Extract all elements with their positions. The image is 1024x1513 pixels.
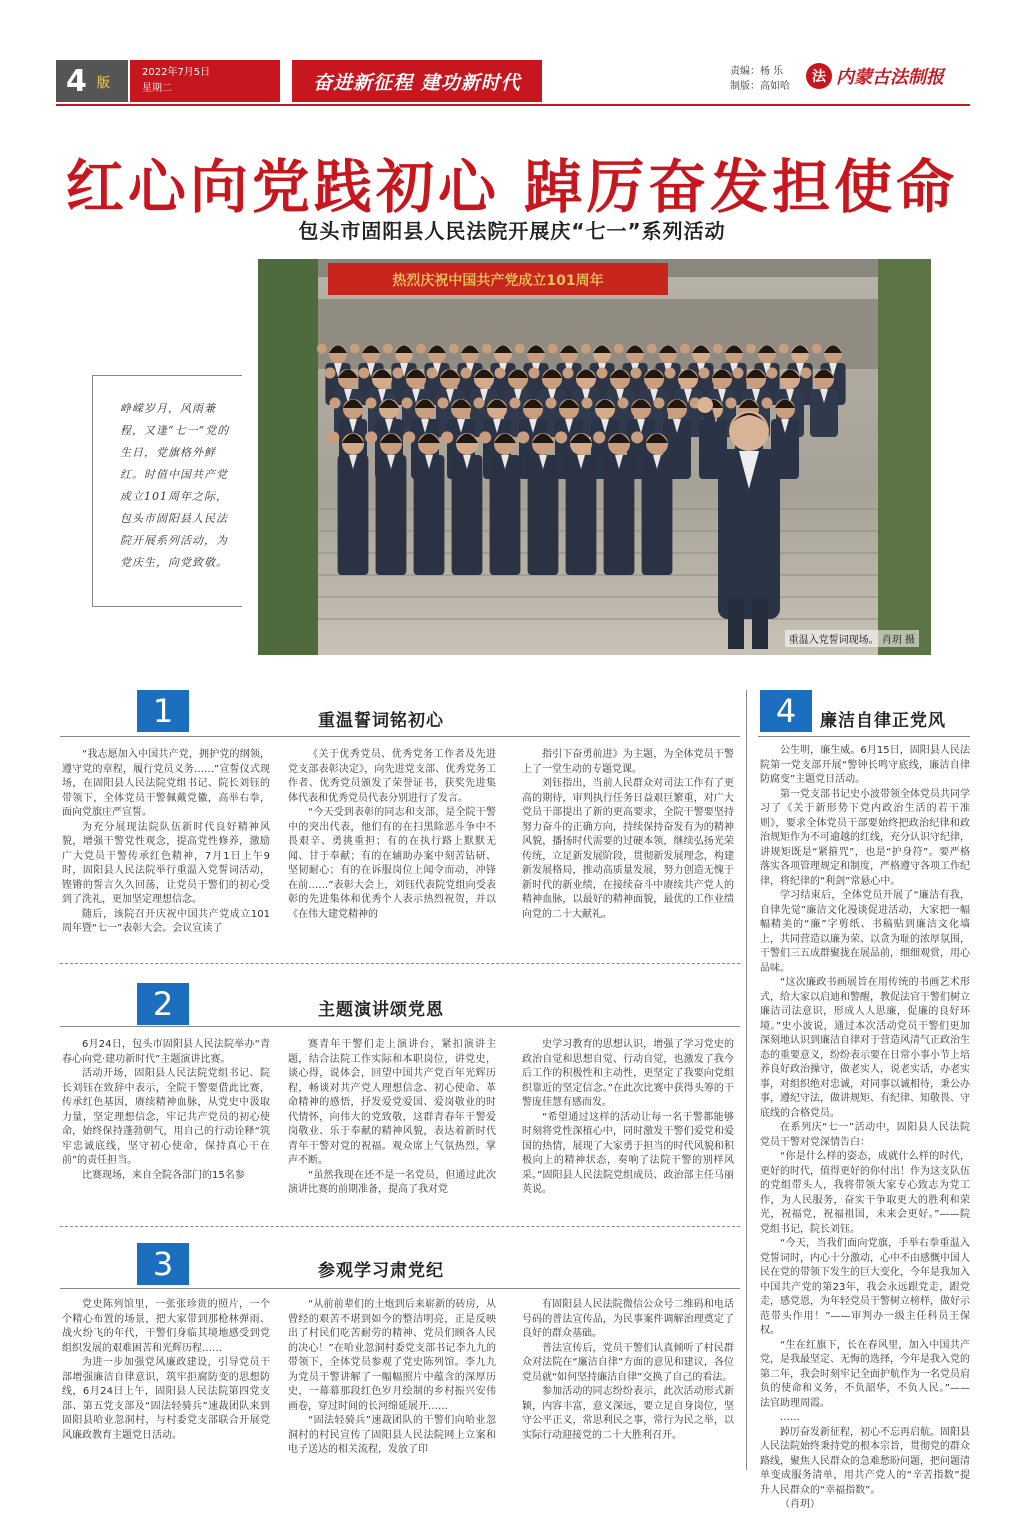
section-4-column xyxy=(760,744,970,1510)
issue-date-box xyxy=(130,60,280,102)
section-4-column-text-para-11: （肖玥） xyxy=(780,1499,820,1510)
issue-date: 2022年7月5日 xyxy=(142,67,211,78)
newspaper-name: 内蒙古法制报 xyxy=(836,67,944,88)
section-1-rule xyxy=(60,736,740,737)
section-1-column-1-text-para-3: 随后，该院召开庆祝中国共产党成立101周年暨“七一”表彰大会。会议宣读了 xyxy=(62,908,270,934)
section-3-column-1-text-para-2: 为进一步加强党风廉政建设，引导党员干部增强廉洁自律意识，筑牢拒腐防变的思想防线，6月24日上午，固阳县人民法院第四党支部、第五党支部及“固法轻骑兵”速裁团队来到固阳县哈业忽洞村，与村委党支部联合开展党风廉政教育主题党日活动。 xyxy=(62,1357,270,1441)
newspaper-logo-icon: 法 xyxy=(806,63,832,89)
section-4-column-text-para-6: “你是什么样的姿态，成就什么样的时代，更好的时代，值得更好的你付出！作为这支队伍的党组带头人，我将带领大家专心致志为党工作，为人民服务，奋实干争取更大的胜利和荣光，祝福党，祝福祖国，未来会更好。”——院党组书记，院长刘钰。 xyxy=(760,1151,970,1235)
editor-credits xyxy=(730,64,790,94)
section-4-rule xyxy=(758,736,970,737)
section-3-rule xyxy=(60,1288,740,1289)
section-2-column-2-text-para-1: 赛青年干警们走上演讲台，紧扣演讲主题，结合法院工作实际和本职岗位，讲党史，谈心得，说体会，回望中国共产党百年光辉历程，畅谈对共产党人理想信念、初心使命、革命精神的感悟，抒发爱党爱国、爱岗敬业的时代情怀，向伟大的党致敬，这群青春年干警爱岗敬业、乐于奉献的精神风貌，表达着新时代青年干警对党的祝福。观众席上气氛热烈，掌声不断。 xyxy=(288,1039,496,1166)
section-3-column-2-text-para-1: “从前前辈们的土炮到后来崭新的砖房，从曾经的艰苦不堪到如今的整洁明亮，正是反映出了村民们吃苦耐劳的精神、党员们顾各人民的决心！”在哈业忽洞村委党支部书记李九九的带领下，全体党员参观了党史陈列馆。李九九为党员干警讲解了一幅幅照片中蕴含的深厚历史，一幕幕那段红色岁月绘制的乡村振兴安伟画卷，穿过时间的长河绵延展开…… xyxy=(288,1299,496,1412)
section-1-column-2-text-para-1: 《关于优秀党员、优秀党务工作者及先进党支部表彰决定》，向先进党支部、优秀党务工作者、优秀党员颁发了荣誉证书，获奖先进集体代表和优秀党员代表分别进行了发言。 xyxy=(288,749,496,804)
section-4-column-text-para-1: 公生明，廉生威。6月15日，固阳县人民法院第一党支部开展“警钟长鸣守底线，廉洁自律防腐变”主题党日活动。 xyxy=(760,745,970,785)
section-divider xyxy=(60,1226,740,1227)
section-1-column-1-text-para-1: “我志愿加入中国共产党，拥护党的纲领，遵守党的章程，履行党员义务……”宣誓仪式现场，在固阳县人民法院党组书记、院长刘钰的带领下，全体党员干警佩戴党徽，高举右拳，面向党旗庄严宣誓。 xyxy=(62,749,270,818)
section-1-column-3-text-para-1: 指引下奋勇前进》为主题，为全体党员干警上了一堂生动的专题党课。 xyxy=(522,749,734,775)
intro-text: 峥嵘岁月，风雨兼程，又逢“七一”党的生日，党旗格外鲜红。时值中国共产党成立101周年之际，包头市固阳县人民法院开展系列活动，为党庆生，向党致敬。 xyxy=(120,402,230,569)
section-1-column-1-text-para-2: 为充分展现法院队伍新时代良好精神风貌，增强干警党性观念，提高党性修养，激励广大党员干警传承红色精神，7月1日上午9时，固阳县人民法院举行重温入党誓词活动，铿锵的誓言久久回荡，让党员干警们的初心受到了洗礼，更加坚定理想信念。 xyxy=(62,821,270,905)
section-4-column-text-para-10: 踔厉奋发新征程，初心不忘再启航。固阳县人民法院始终秉持党的根本宗旨，贯彻党的群众路线，聚焦人民群众的急难愁盼问题，把问题清单变成服务清单，用共产党人的“辛苦指数”提升人民群众的“幸福指数”。 xyxy=(760,1426,970,1496)
section-3-column-1 xyxy=(62,1298,270,1474)
section-3-title: 参观学习肃党纪 xyxy=(318,1261,444,1281)
masthead xyxy=(56,60,970,102)
section-1-column-2 xyxy=(288,748,496,953)
producer-credit: 制版：高如哈 xyxy=(730,81,790,92)
section-3-column-2-text-para-2: “固法轻骑兵”速裁团队的干警们向哈业忽洞村的村民宣传了固阳县人民法院网上立案和电子送达的相关流程，发放了印 xyxy=(288,1415,496,1455)
section-4-column-text-para-7: “今天，当我们面向党旗，手举右拳重温入党誓词时，内心十分激动，心中不由感慨中国人民在党的带领下发生的巨大变化，今年是我加入中国共产党的第23年，我会永远跟党走，跟党走，感党恩，为年轻党员干警树立榜样，做好示范带头作用！”——审判办一级主任科员王保权。 xyxy=(760,1238,970,1336)
section-2-column-3 xyxy=(522,1038,734,1218)
column-slogan: 奋进新征程 建功新时代 xyxy=(292,60,542,102)
section-4-column-text-para-4: “这次廉政书画展旨在用传统的书画艺术形式，给大家以启迪和警醒，教促法官干警们树立廉洁司法意识，形成人人思廉，促廉的良好环境。”史小波说，通过本次活动党员干警们更加深刻地认识到廉洁自律对于营造风清气正政治生态的重要意义，纷纷表示要在日常小事小节上培养良好政治操守，做老实人，说老实话，办老实事，对组织绝对忠诚，对同事以诚相待，秉公办事，遵纪守法，做讲规矩、有纪律、知敬畏、守底线的合格党员。 xyxy=(760,977,970,1119)
section-2-title: 主题演讲颂党恩 xyxy=(318,1000,444,1020)
section-1-column-3-text-para-2: 刘钰指出，当前人民群众对司法工作有了更高的期待，审判执行任务日益艰巨繁重，对广大党员干部提出了新的更高要求，全院干警要坚持努力奋斗的正确方向，持续保持奋发有为的精神风貌，播扬时代需要的过硬本领，继续弘扬光荣传统，立足新发展阶段，贯彻新发展理念，构建新发展格局，推动高质量发展，努力创造无愧于新时代的新业绩，在接续奋斗中赓续共产党人的精神血脉，以最好的精神面貌，最优的工作业绩向党的二十大献礼。 xyxy=(522,778,734,920)
section-2-column-1 xyxy=(62,1038,270,1218)
section-4-column-text-para-9: …… xyxy=(780,1412,800,1423)
section-2-number: 2 xyxy=(137,983,189,1025)
section-2-column-1-text-para-1: 6月24日，包头市固阳县人民法院举办“青春心向党·建功新时代”主题演讲比赛。 xyxy=(62,1039,270,1065)
section-2-column-3-text-para-1: 史学习教育的思想认识，增强了学习党史的政治自觉和思想自觉、行动自觉，也激发了我今后工作的积极性和主动性，更坚定了我要向党组织靠近的坚定信念。”在此次比赛中获得头筹的干警庞佳慧有感而发。 xyxy=(522,1039,734,1108)
article-headline: 红心向党践初心 踔厉奋发担使命 xyxy=(65,153,959,221)
section-4-number: 4 xyxy=(760,690,812,732)
section-4-column-text-para-8: “生在红旗下，长在春风里，加入中国共产党，是我最坚定、无悔的选择，今年是我入党的第二年，我会时刻牢记全面护航作为一名党员肩负的使命和义务，不负韶华，不负人民。”——法官助理周霞。 xyxy=(760,1339,970,1409)
section-2-column-3-text-para-2: “希望通过这样的活动让每一名干警都能够时刻将党性深植心中，同时激发干警们爱党和爱国的热情，展现了大家勇于担当的时代风貌和积极向上的精神状态，奏响了法院干警的别样风采。”固阳县人民法院党组成员、政治部主任马丽英说。 xyxy=(522,1111,734,1195)
page-number-badge xyxy=(56,60,128,102)
section-4-title: 廉洁自律正党风 xyxy=(820,711,946,731)
section-1-column-2-text-para-2: “今天受到表彰的同志和支部，是全院干警中的突出代表，他们有的在扫黑除恶斗争中不畏艰辛、勇挑重担；有的在执行路上默默无闻、甘于奉献；有的在辅助办案中刻苦钻研、坚韧耐心；有的在诉服岗位上闻令而动，冲锋在前……”表彰大会上，刘钰代表院党组向受表彰的先进集体和优秀个人表示热烈祝贺，并以《在伟大建党精神的 xyxy=(288,807,496,920)
editor-credit: 责编：杨 乐 xyxy=(730,66,784,77)
photo-banner-text: 热烈庆祝中国共产党成立101周年 xyxy=(392,273,604,289)
section-2-column-2-text-para-2: “虽然我现在还不是一名党员，但通过此次演讲比赛的前期准备，提高了我对党 xyxy=(288,1169,496,1195)
section-4-column-text-para-5: 在系列庆“七一”活动中，固阳县人民法院党员干警对党深情告白： xyxy=(760,1122,970,1148)
column-separator xyxy=(746,690,747,1470)
section-2-rule xyxy=(60,1026,740,1027)
section-1-title: 重温誓词铭初心 xyxy=(318,711,444,731)
section-2-column-1-text-para-3: 比赛现场，来自全院各部门的15名参 xyxy=(82,1169,245,1181)
section-3-column-2 xyxy=(288,1298,496,1474)
section-3-column-1-text-para-1: 党史陈列馆里，一张张珍贵的照片，一个个精心布置的场景，把大家带到那枪林弹雨、战火纷飞的年代，干警们身临其境地感受到党组织发展的艰难困苦和光辉历程…… xyxy=(62,1299,270,1354)
newspaper-brand xyxy=(806,63,944,89)
group-oath-photo-illustration xyxy=(258,259,931,655)
section-1-number: 1 xyxy=(137,690,189,732)
page-number-suffix: 版 xyxy=(96,75,110,91)
section-3-number: 3 xyxy=(137,1243,189,1285)
group-oath-photo xyxy=(258,259,931,655)
photo-caption: 重温入党誓词现场。 肖玥 摄 xyxy=(785,630,919,647)
section-4-column-text-para-2: 第一党支部书记史小波带领全体党员共同学习了《关于新形势下党内政治生活的若干准则》，要求全体党员干部要始终把政治纪律和政治规矩作为不可逾越的红线，充分认识守纪律，讲规矩既是“紧箍咒”，也是“护身符”。要严格落实各项管理规定和制度，严格遵守各项工作纪律，将纪律的“利剑”常悬心中。 xyxy=(760,788,970,887)
section-3-column-3-text-para-3: 参加活动的同志纷纷表示，此次活动形式新颖，内容丰富，意义深远，要立足自身岗位，坚守公平正义，常思利民之事，常行为民之举，以实际行动迎接党的二十大胜利召开。 xyxy=(522,1386,734,1441)
section-4-column-text-para-3: 学习结束后，全体党员开展了“廉洁有我，自律先觉”廉洁文化漫谈促进活动，大家把一幅幅精美的“廉”字剪纸、书稿贴到廉洁文化墙上，共同营造以廉为荣、以贪为耻的浓厚氛围，干警们三五成群聚拢在展品前，细细观赏，用心品味。 xyxy=(760,890,970,974)
section-2-column-1-text-para-2: 活动开场，固阳县人民法院党组书记、院长刘钰在致辞中表示，全院干警要借此比赛，传承红色基因，赓续精神血脉，从党史中汲取力量，坚定理想信念，牢记共产党员的初心使命，始终保持蓬勃朝气，用自己的行动诠释“筑牢忠诚底线，坚守初心使命，保持真心干在前”的责任担当。 xyxy=(62,1068,270,1166)
section-3-column-3 xyxy=(522,1298,734,1474)
page-number: 4 xyxy=(66,63,87,99)
section-divider xyxy=(60,963,740,964)
issue-weekday: 星期二 xyxy=(142,83,172,94)
section-1-column-1 xyxy=(62,748,270,953)
section-3-column-3-text-para-2: 普法宣传后，党员干警们认真倾听了村民群众对法院在“廉洁自律”方面的意见和建议，各位党员就“如何坚持廉洁自律”交换了自己的看法。 xyxy=(522,1342,734,1383)
article-subheadline: 包头市固阳县人民法院开展庆“七一”系列活动 xyxy=(298,219,726,243)
section-1-column-3 xyxy=(522,748,734,953)
section-3-column-3-text-para-1: 有固阳县人民法院微信公众号二维码和电话号码的普法宣传品，为民事案件调解治理奠定了良好的群众基础。 xyxy=(522,1299,734,1339)
section-2-column-2 xyxy=(288,1038,496,1218)
masthead-rule xyxy=(56,104,970,106)
